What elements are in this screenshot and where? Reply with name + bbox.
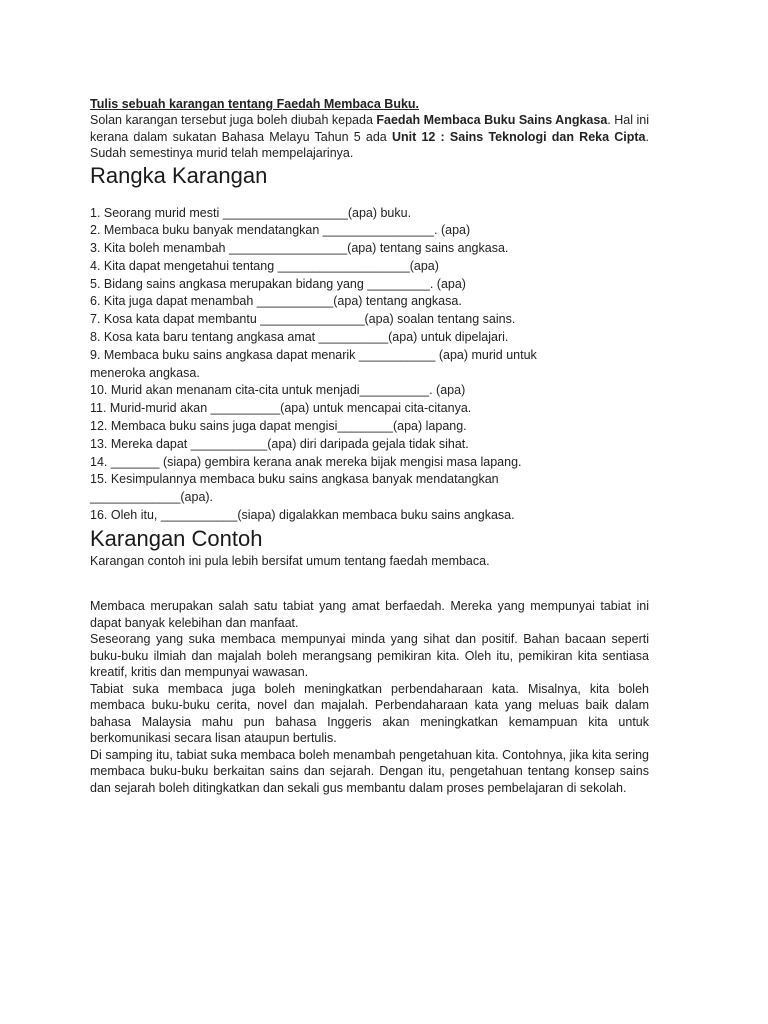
intro-text-1: Solan karangan tersebut juga boleh diubah kepada: [90, 113, 377, 127]
outline-item: 14. _______ (siapa) gembira kerana anak mereka bijak mengisi masa lapang.: [90, 454, 522, 469]
outline-item: 7. Kosa kata dapat membantu _______________(apa) soalan tentang sains.: [90, 312, 516, 327]
intro-paragraph: [90, 112, 649, 162]
rangka-karangan-title: Rangka Karangan: [90, 162, 268, 188]
contoh-intro: Karangan contoh ini pula lebih bersifat umum tentang faedah membaca.: [90, 553, 490, 568]
outline-item: 4. Kita dapat mengetahui tentang ___________________(apa): [90, 258, 439, 273]
essay-paragraph: Seseorang yang suka membaca mempunyai minda yang sihat dan positif. Bahan bacaan seperti buku-buku ilmiah dan majalah boleh merangsang pemikiran kita. Oleh itu, pemikiran kita sentiasa kreatif, kritis dan mempunyai wawasan.: [90, 632, 649, 680]
document-page: [90, 96, 649, 796]
outline-item: 15. Kesimpulannya membaca buku sains angkasa banyak mendatangkan _____________(apa).: [90, 472, 499, 505]
essay-paragraph: Membaca merupakan salah satu tabiat yang amat berfaedah. Mereka yang mempunyai tabiat ini dapat banyak kelebihan dan manfaat.: [90, 599, 649, 630]
outline-item: 6. Kita juga dapat menambah ___________(apa) tentang angkasa.: [90, 294, 462, 309]
intro-bold-unit: Unit 12 : Sains Teknologi dan Reka Cipta: [391, 129, 646, 144]
outline-item: 2. Membaca buku banyak mendatangkan ________________. (apa): [90, 223, 471, 238]
outline-item: 11. Murid-murid akan __________(apa) untuk mencapai cita-citanya.: [90, 401, 472, 416]
intro-text-3: . Sudah semestinya murid telah mempelajarinya.: [90, 129, 649, 160]
essay-paragraph: Tabiat suka membaca juga boleh meningkatkan perbendaharaan kata. Misalnya, kita boleh membaca buku-buku cerita, novel dan majalah. Perbendaharaan kata yang meluas baik dalam bahasa Malaysia mahu pun bahasa Inggeris akan meningkatkan kemampuan kita untuk berkomunikasi secara lisan ataupun bertulis.: [90, 681, 649, 746]
essay-paragraph: Di samping itu, tabiat suka membaca boleh menambah pengetahuan kita. Contohnya, jika kita sering membaca buku-buku berkaitan sains dan sejarah. Dengan itu, pengetahuan tentang konsep sains dan sejarah boleh ditingkatkan dan sekali gus membantu dalam proses pembelajaran di sekolah.: [90, 747, 649, 795]
outline-item: 10. Murid akan menanam cita-cita untuk menjadi__________. (apa): [90, 383, 466, 398]
outline-item: 3. Kita boleh menambah _________________(apa) tentang sains angkasa.: [90, 241, 509, 256]
outline-item: 1. Seorang murid mesti __________________(apa) buku.: [90, 205, 412, 220]
intro-bold-topic: Faedah Membaca Buku Sains Angkasa: [376, 113, 608, 127]
outline-item: 8. Kosa kata baru tentang angkasa amat __________(apa) untuk dipelajari.: [90, 330, 509, 345]
intro-text-2: . Hal ini kerana dalam sukatan Bahasa Melayu Tahun 5 ada: [90, 113, 649, 144]
karangan-contoh-title: Karangan Contoh: [90, 525, 263, 551]
outline-item: 12. Membaca buku sains juga dapat mengisi________(apa) lapang.: [90, 419, 467, 434]
outline-item: 9. Membaca buku sains angkasa dapat menarik ___________ (apa) murid untuk meneroka angkasa.: [90, 347, 537, 380]
outline-item: 13. Mereka dapat ___________(apa) diri daripada gejala tidak sihat.: [90, 436, 469, 451]
outline-item: 16. Oleh itu, ___________(siapa) digalakkan membaca buku sains angkasa.: [90, 508, 515, 523]
outline-item: 5. Bidang sains angkasa merupakan bidang yang _________. (apa): [90, 276, 466, 291]
task-heading: Tulis sebuah karangan tentang Faedah Membaca Buku.: [90, 97, 420, 111]
outline-list: [90, 205, 649, 525]
